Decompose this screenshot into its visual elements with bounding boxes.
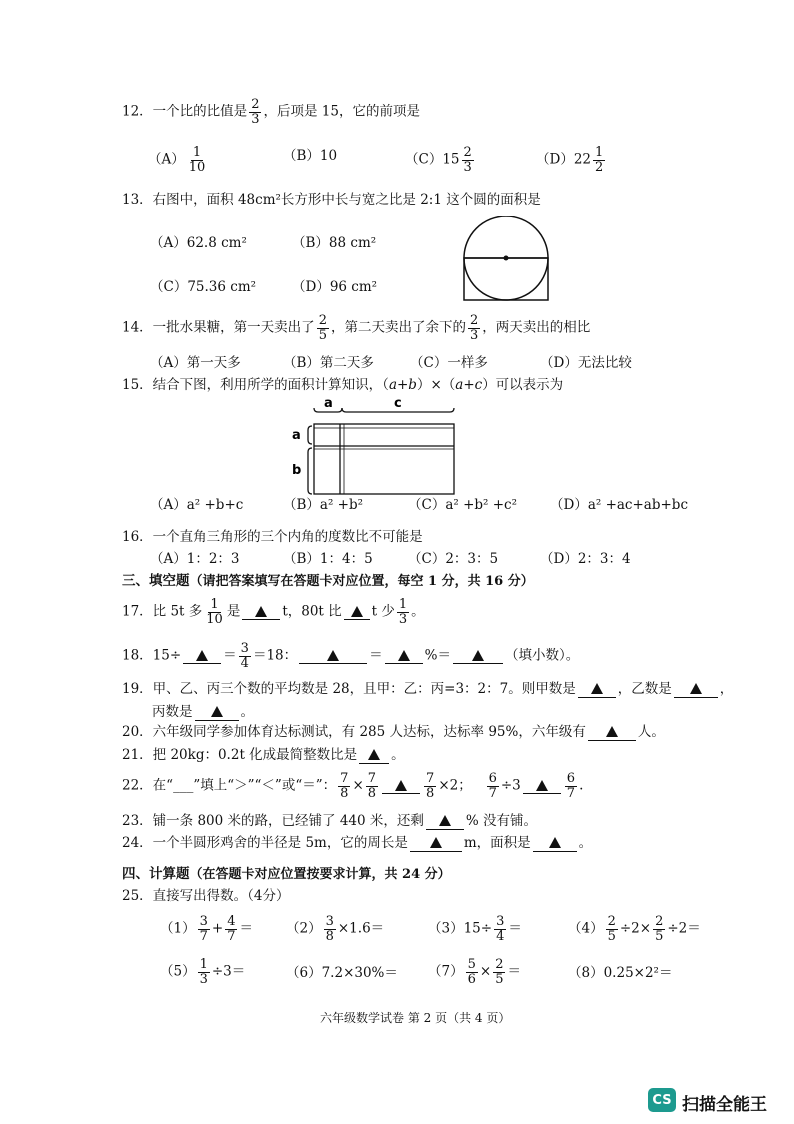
triangle-icon	[472, 650, 484, 661]
q15-option-a: （A）a² +b+c	[150, 497, 244, 513]
q19-blank-3[interactable]	[195, 705, 239, 721]
q15-label-a-side: a	[292, 428, 301, 443]
q15-option-c: （C）a² +b² +c²	[408, 497, 518, 513]
q17: 17．比 5t 多 $\frac{1}{10}$ 是 t，80t 比 t 少 $\frac{1}{3}$ 。	[122, 597, 425, 627]
q16-option-c: （C）2：3：5	[408, 551, 499, 567]
q22: 22．在“___”填上“＞”“＜”或“＝”： $\frac{7}{8}$ × $\frac{7}{8}$ $\frac{7}{8}$ ×2； $\frac{6}{7}$ ÷3 $\frac{6}{7}$ .	[122, 771, 584, 801]
triangle-icon	[196, 650, 208, 661]
q18-blank-4[interactable]	[453, 649, 503, 665]
q16-option-d: （D）2：3：4	[540, 551, 631, 567]
q14-option-c: （C）一样多	[410, 355, 488, 371]
q12-stem: 12．一个比的比值是 $\frac{2}{3}$ ，后项是 15，它的前项是	[122, 97, 420, 127]
q19-line1: 19．甲、乙、丙三个数的平均数是 28，且甲：乙：丙=3：2：7。则甲数是 ，乙数是 ，	[122, 681, 734, 697]
q15-label-a-top: a	[324, 396, 333, 411]
q25-problem-1: （1） $\frac{3}{7}$ + $\frac{4}{7}$ ＝	[160, 914, 253, 944]
q19-line2: 丙数是 。	[152, 704, 254, 720]
q25-problem-4: （4） $\frac{2}{5}$ ÷2× $\frac{2}{5}$ ÷2＝	[568, 914, 701, 944]
q13-option-c: （C）75.36 cm²	[150, 279, 257, 295]
q13-option-b: （B）88 cm²	[292, 235, 377, 251]
q13-option-a: （A）62.8 cm²	[150, 235, 247, 251]
camscanner-label: 扫描全能王	[682, 1095, 767, 1115]
triangle-icon	[351, 606, 363, 617]
q20: 20．六年级同学参加体育达标测试，有 285 人达标，达标率 95%，六年级有 人。	[122, 724, 665, 740]
q18-blank-2[interactable]	[299, 649, 367, 665]
q14-option-b: （B）第二天多	[283, 355, 374, 371]
q25-stem: 25．直接写出得数。（4分）	[122, 888, 290, 904]
q15-area-figure	[288, 396, 460, 496]
q12-option-c: （C）15 $\frac{2}{3}$	[405, 145, 472, 175]
q18-blank-3[interactable]	[385, 649, 423, 665]
q15-label-c-top: c	[394, 396, 402, 411]
page-footer: 六年级数学试卷 第 2 页（共 4 页）	[320, 1011, 511, 1025]
q16-option-a: （A）1：2：3	[150, 551, 240, 567]
q25-problem-5: （5） $\frac{1}{3}$ ÷3＝	[160, 957, 246, 987]
q21-blank[interactable]	[359, 748, 389, 764]
q15-option-b: （B）a² +b²	[283, 497, 364, 513]
triangle-icon	[690, 683, 702, 694]
q17-blank-1[interactable]	[242, 605, 280, 621]
q23-blank[interactable]	[426, 814, 464, 830]
q24-blank-2[interactable]	[533, 836, 577, 852]
q12-option-d: （D）22 $\frac{1}{2}$	[536, 145, 604, 175]
q25-problem-3: （3）15÷ $\frac{3}{4}$ ＝	[428, 914, 522, 944]
camscanner-logo: CS	[648, 1088, 676, 1112]
q25-problem-7: （7） $\frac{5}{6}$ × $\frac{2}{5}$ ＝	[428, 957, 521, 987]
q15-label-b-side: b	[292, 463, 302, 478]
q18-blank-1[interactable]	[183, 649, 221, 665]
q19-blank-1[interactable]	[578, 682, 616, 698]
q14-option-a: （A）第一天多	[150, 355, 241, 371]
q12-option-a: （A） $\frac{1}{10}$	[148, 145, 206, 175]
q14-stem: 14．一批水果糖，第一天卖出了 $\frac{2}{5}$ ，第二天卖出了余下的 $\frac{2}{3}$ ，两天卖出的相比	[122, 313, 591, 343]
q22-blank-1[interactable]	[382, 779, 420, 795]
q24-blank-1[interactable]	[410, 836, 462, 852]
triangle-icon	[398, 650, 410, 661]
q14-option-d: （D）无法比较	[540, 355, 632, 371]
q23: 23．铺一条 800 米的路，已经铺了 440 米，还剩 % 没有铺。	[122, 813, 538, 829]
triangle-icon	[368, 749, 380, 760]
triangle-icon	[430, 837, 442, 848]
triangle-icon	[327, 650, 339, 661]
section3-heading: 三、填空题（请把答案填写在答题卡对应位置，每空 1 分，共 16 分）	[122, 573, 534, 589]
q20-blank[interactable]	[588, 725, 636, 741]
section4-heading: 四、计算题（在答题卡对应位置按要求计算，共 24 分）	[122, 866, 451, 882]
triangle-icon	[255, 606, 267, 617]
q16-stem: 16．一个直角三角形的三个内角的度数比不可能是	[122, 529, 423, 545]
q15-option-d: （D）a² +ac+ab+bc	[550, 497, 689, 513]
q12-ratio-fraction: $\frac{2}{3}$	[251, 97, 260, 127]
q16-option-b: （B）1：4：5	[283, 551, 373, 567]
q17-blank-2[interactable]	[344, 605, 370, 621]
q13-option-d: （D）96 cm²	[292, 279, 378, 295]
q13-stem: 13．右图中，面积 48cm²长方形中长与宽之比是 2:1 这个圆的面积是	[122, 192, 541, 208]
q18: 18．15÷ ＝ $\frac{3}{4}$ ＝18： ＝ %＝ （填小数）。	[122, 641, 580, 671]
q12-option-b: （B）10	[283, 148, 338, 164]
q15-stem: 15．结合下图，利用所学的面积计算知识，（a+b）×（a+c）可以表示为	[122, 377, 564, 393]
q25-problem-2: （2） $\frac{3}{8}$ ×1.6＝	[286, 914, 385, 944]
q25-problem-6: （6）7.2×30%＝	[286, 965, 398, 981]
triangle-icon	[591, 683, 603, 694]
q24: 24．一个半圆形鸡舍的半径是 5m，它的周长是 m，面积是 。	[122, 835, 593, 851]
q21: 21．把 20kg：0.2t 化成最简整数比是 。	[122, 747, 405, 763]
triangle-icon	[606, 726, 618, 737]
triangle-icon	[439, 815, 451, 826]
triangle-icon	[211, 706, 223, 717]
q13-circle-rectangle-figure	[460, 216, 552, 304]
triangle-icon	[536, 780, 548, 791]
triangle-icon	[549, 837, 561, 848]
q25-problem-8: （8）0.25×2²＝	[568, 965, 673, 981]
q19-blank-2[interactable]	[674, 682, 718, 698]
q22-blank-2[interactable]	[523, 779, 561, 795]
triangle-icon	[395, 780, 407, 791]
